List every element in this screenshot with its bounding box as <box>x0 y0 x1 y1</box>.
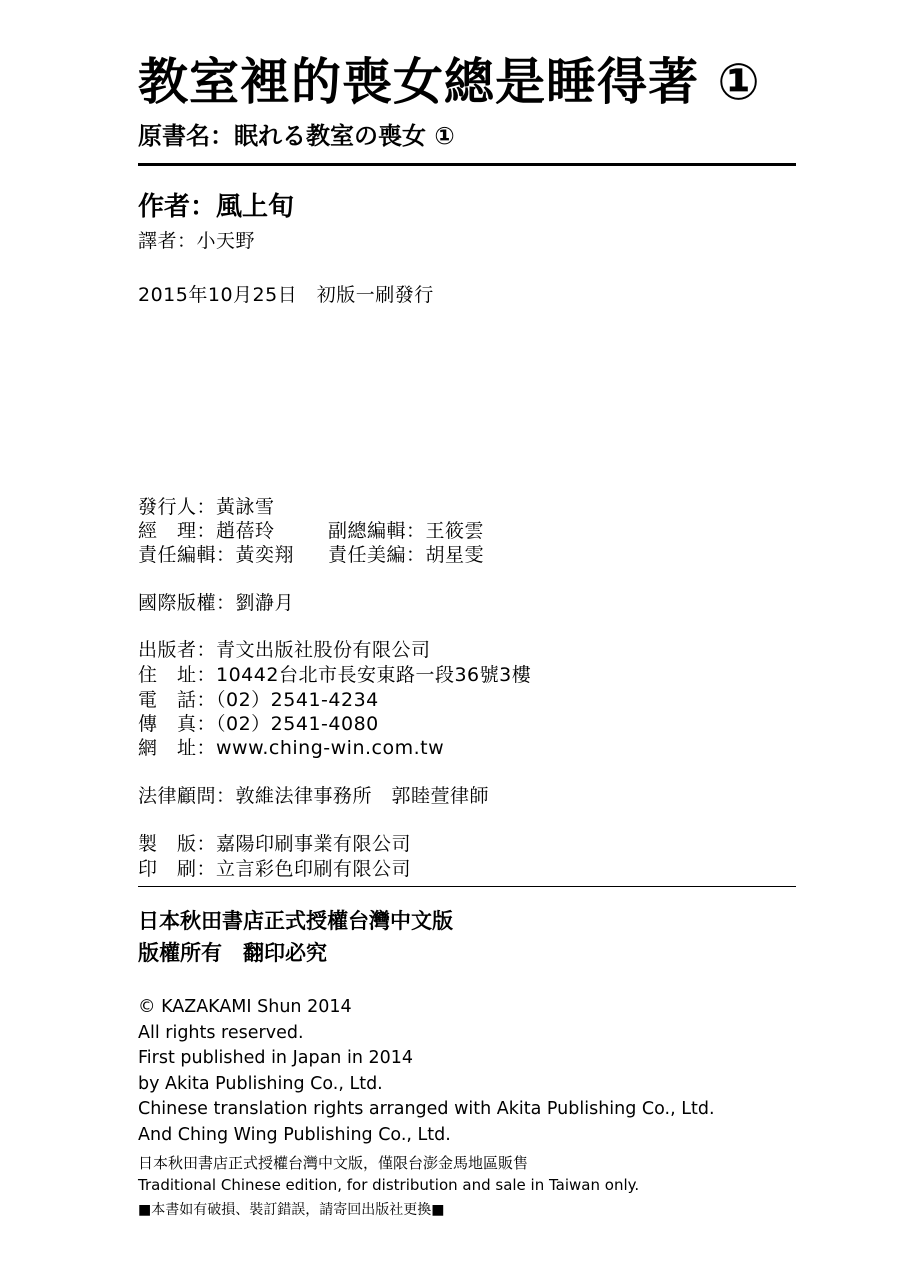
address: 住 址：10442台北市長安東路一段36號3樓 <box>138 664 532 686</box>
license-line-1: 日本秋田書店正式授權台灣中文版 <box>138 908 453 933</box>
translation-rights: Chinese translation rights arranged with Akita Publishing Co., Ltd. <box>138 1099 715 1119</box>
first-published: First published in Japan in 2014 <box>138 1048 414 1068</box>
distribution-english: Traditional Chinese edition, for distribution and sale in Taiwan only. <box>138 1176 640 1194</box>
printing: 印 刷：立言彩色印刷有限公司 <box>138 858 412 880</box>
rights-reserved: All rights reserved. <box>138 1023 304 1043</box>
publisher-person: 發行人：黃詠雪 <box>138 496 275 518</box>
plate-making: 製 版：嘉陽印刷事業有限公司 <box>138 833 412 855</box>
manager: 經 理：趙蓓玲 <box>138 520 275 542</box>
international-rights: 國際版權：劉瀞月 <box>138 592 295 614</box>
header-divider <box>138 163 796 166</box>
legal-advisor: 法律顧問：敦維法律事務所 郭睦萱律師 <box>138 785 490 807</box>
license-line-2: 版權所有 翻印必究 <box>138 940 327 965</box>
translator: 譯者：小天野 <box>138 230 256 252</box>
phone: 電 話：（02）2541-4234 <box>138 689 379 711</box>
original-title: 原書名：眠れる教室の喪女 ① <box>138 122 455 150</box>
website: 網 址：www.ching-win.com.tw <box>138 737 445 759</box>
published-by: by Akita Publishing Co., Ltd. <box>138 1074 383 1094</box>
damage-notice: ■本書如有破損、裝訂錯誤，請寄回出版社更換■ <box>138 1202 445 1218</box>
section-divider <box>138 886 796 887</box>
and-publisher: And Ching Wing Publishing Co., Ltd. <box>138 1125 451 1145</box>
art-editor: 責任美編：胡星雯 <box>328 544 485 566</box>
copyright: © KAZAKAMI Shun 2014 <box>138 997 352 1017</box>
distribution-chinese: 日本秋田書店正式授權台灣中文版，僅限台澎金馬地區販售 <box>138 1154 529 1172</box>
editor: 責任編輯：黃奕翔 <box>138 544 295 566</box>
publisher-company: 出版者：青文出版社股份有限公司 <box>138 639 431 661</box>
author: 作者：風上旬 <box>138 192 295 222</box>
fax: 傳 真：（02）2541-4080 <box>138 713 379 735</box>
deputy-editor: 副總編輯：王筱雲 <box>328 520 485 542</box>
book-title: 教室裡的喪女總是睡得著 ① <box>138 53 761 111</box>
edition-date: 2015年10月25日 初版一刷發行 <box>138 284 434 306</box>
